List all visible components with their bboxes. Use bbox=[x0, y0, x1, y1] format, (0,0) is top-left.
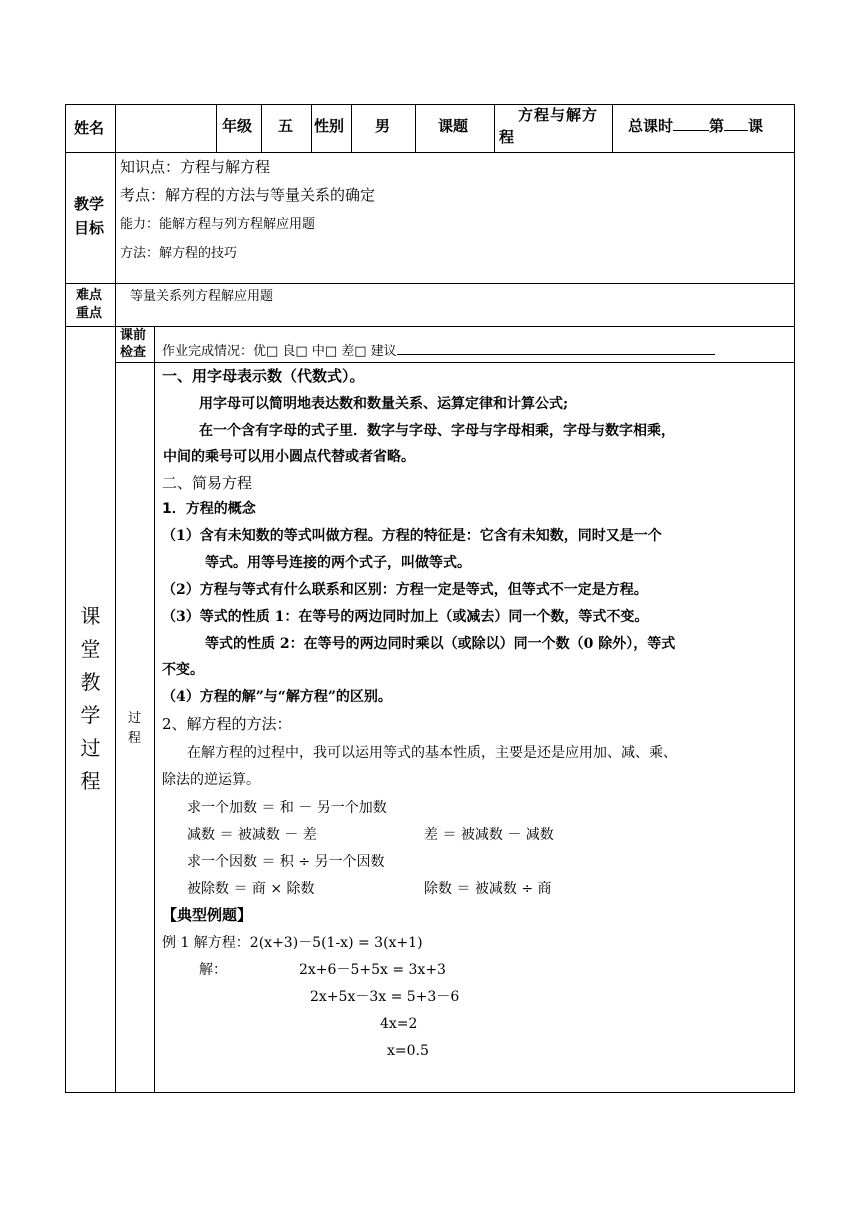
rule-line: 被除数 ＝ 商 × 除数 bbox=[187, 881, 315, 897]
precheck-label-line2: 检查 bbox=[120, 345, 147, 360]
section1-paragraph: 中间的乘号可以用小圆点代替或者省略。 bbox=[163, 449, 415, 465]
precheck-label-line1: 课前 bbox=[120, 328, 147, 343]
topic-label: 课题 bbox=[438, 117, 469, 135]
objective-item: 考点：解方程的方法与等量关系的确定 bbox=[120, 186, 376, 204]
objectives-label-line1: 教学 bbox=[74, 195, 105, 213]
examples-title: 【典型例题】 bbox=[162, 906, 253, 924]
table-col-divider bbox=[415, 104, 416, 152]
solution-step: 2x+6－5+5x = 3x+3 bbox=[299, 962, 446, 978]
method-paragraph: 除法的逆运算。 bbox=[162, 772, 260, 788]
objective-item: 能力：能解方程与列方程解应用题 bbox=[120, 217, 316, 232]
gender-value: 男 bbox=[375, 117, 391, 135]
table-row-divider bbox=[115, 362, 795, 363]
objectives-label-line2: 目标 bbox=[74, 219, 105, 237]
concept-item: （1）含有未知数的等式叫做方程。方程的特征是：它含有未知数，同时又是一个 bbox=[162, 528, 662, 544]
table-row-divider bbox=[65, 326, 795, 327]
section1-paragraph: 用字母可以简明地表达数和数量关系、运算定律和计算公式; bbox=[199, 396, 569, 412]
section1-title: 一、用字母表示数（代数式）。 bbox=[162, 367, 365, 385]
name-label: 姓名 bbox=[74, 119, 105, 137]
rule-line: 求一个加数 ＝ 和 － 另一个加数 bbox=[187, 800, 387, 816]
solution-step: 4x=2 bbox=[380, 1016, 418, 1032]
concept-item: 不变。 bbox=[162, 662, 204, 678]
grade-value: 五 bbox=[278, 117, 294, 135]
table-row-divider bbox=[65, 283, 795, 284]
concept-item: （4）方程的解”与“解方程”的区别。 bbox=[162, 689, 392, 705]
table-col-divider bbox=[115, 104, 116, 1093]
rule-line: 除数 ＝ 被减数 ÷ 商 bbox=[424, 881, 552, 897]
topic-value-line1: 方程与解方 bbox=[518, 106, 599, 124]
lesson-number-suffix: 课 bbox=[748, 117, 764, 135]
process-label-line1: 过 bbox=[128, 711, 142, 726]
rule-line: 求一个因数 ＝ 积 ÷ 另一个因数 bbox=[187, 854, 385, 870]
classroom-process-label: 课 堂 教 学 过 程 bbox=[80, 604, 101, 793]
table-border-right bbox=[794, 104, 795, 1093]
table-border-bottom bbox=[65, 1092, 795, 1093]
table-col-divider bbox=[261, 104, 262, 152]
keypoints-label-line2: 重点 bbox=[76, 306, 103, 321]
topic-value-line2: 程 bbox=[499, 128, 515, 146]
section2-subtitle: 1．方程的概念 bbox=[162, 501, 256, 517]
method-paragraph: 在解方程的过程中，我可以运用等式的基本性质，主要是还是应用加、减、乘、 bbox=[187, 745, 677, 761]
objective-item: 方法：解方程的技巧 bbox=[120, 246, 238, 261]
solution-step: 2x+5x－3x = 5+3－6 bbox=[310, 989, 460, 1005]
total-hours-field bbox=[628, 119, 763, 134]
lesson-number-prefix: 第 bbox=[709, 117, 725, 135]
table-col-divider bbox=[311, 104, 312, 152]
total-hours-label: 总课时 bbox=[628, 117, 674, 135]
keypoints-label-line1: 难点 bbox=[76, 288, 103, 303]
table-col-divider bbox=[612, 104, 613, 152]
solution-step: x=0.5 bbox=[387, 1043, 429, 1059]
table-col-divider bbox=[494, 104, 495, 152]
solution-label: 解： bbox=[199, 962, 227, 978]
process-label-line2: 程 bbox=[128, 731, 142, 746]
table-col-divider bbox=[154, 326, 155, 1093]
lesson-number-blank bbox=[724, 130, 748, 131]
method-title: 2、解方程的方法： bbox=[162, 715, 292, 733]
total-hours-blank bbox=[673, 130, 709, 131]
concept-item: 等式的性质 2：在等号的两边同时乘以（或除以）同一个数（0 除外），等式 bbox=[205, 636, 676, 652]
rule-line: 差 ＝ 被减数 － 减数 bbox=[424, 827, 554, 843]
grade-label: 年级 bbox=[222, 117, 253, 135]
section2-title: 二、简易方程 bbox=[162, 474, 253, 492]
gender-label: 性别 bbox=[314, 117, 345, 135]
rule-line: 减数 ＝ 被减数 － 差 bbox=[187, 827, 317, 843]
table-col-divider bbox=[351, 104, 352, 152]
table-border-left bbox=[65, 104, 66, 1093]
example-equation: 例 1 解方程：2(x+3)－5(1-x) = 3(x+1) bbox=[162, 935, 423, 951]
concept-item: （3）等式的性质 1：在等号的两边同时加上（或减去）同一个数，等式不变。 bbox=[162, 609, 649, 625]
objective-item: 知识点：方程与解方程 bbox=[120, 158, 271, 176]
keypoints-text: 等量关系列方程解应用题 bbox=[130, 289, 274, 304]
table-row-divider bbox=[65, 152, 795, 153]
table-border-top bbox=[65, 104, 795, 105]
precheck-text: 作业完成情况：优□ 良□ 中□ 差□ 建议 bbox=[162, 345, 715, 358]
concept-item: （2）方程与等式有什么联系和区别：方程一定是等式，但等式不一定是方程。 bbox=[162, 582, 648, 598]
table-col-divider bbox=[216, 104, 217, 152]
suggestion-blank bbox=[397, 354, 715, 355]
concept-item: 等式。用等号连接的两个式子，叫做等式。 bbox=[205, 555, 471, 571]
section1-paragraph: 在一个含有字母的式子里．数字与字母、字母与字母相乘，字母与数字相乘， bbox=[199, 423, 675, 439]
